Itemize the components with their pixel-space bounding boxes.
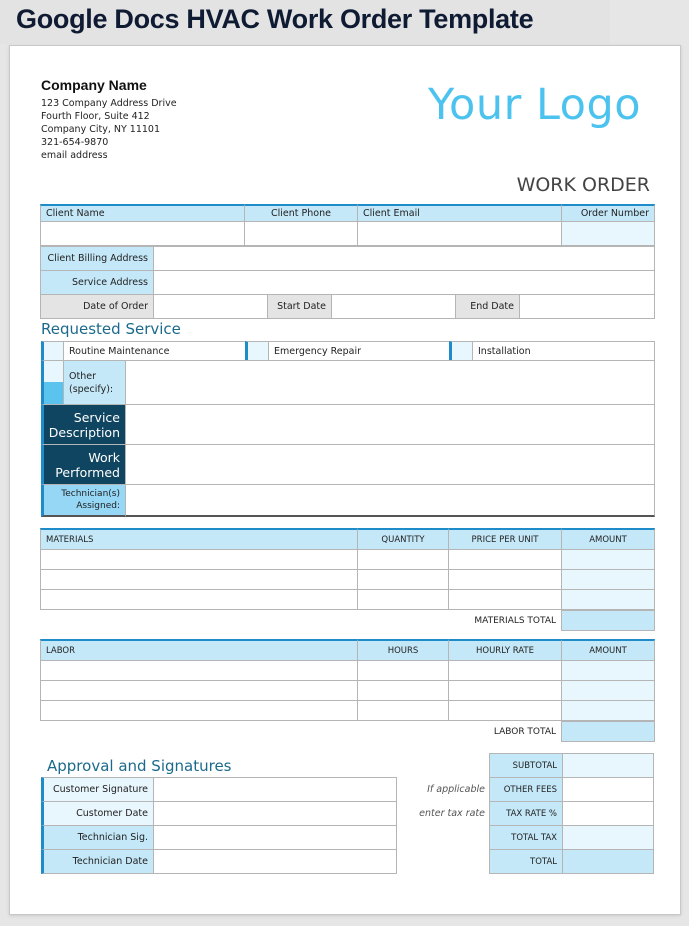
material-description-field[interactable] [40,549,358,570]
material-amount-field[interactable] [561,589,655,610]
order-number-field[interactable] [561,221,655,246]
technicians-assigned-label: Technician(s) Assigned: [41,484,126,517]
service-description-field[interactable] [125,404,655,445]
requested-service-title: Requested Service [41,320,181,338]
material-quantity-field[interactable] [357,589,449,610]
material-description-field[interactable] [40,569,358,590]
company-email: email address [41,150,108,161]
price-per-unit-header: PRICE PER UNIT [448,528,562,550]
total-label: TOTAL [489,849,563,874]
material-quantity-field[interactable] [357,549,449,570]
customer-signature-field[interactable] [153,777,397,802]
technician-signature-field[interactable] [153,825,397,850]
tax-rate-label: TAX RATE % [489,801,563,826]
customer-date-field[interactable] [153,801,397,826]
document-title: Google Docs HVAC Work Order Template [16,4,534,34]
tax-rate-field[interactable] [562,801,654,826]
service-description-label: Service Description [41,404,126,445]
company-city: Company City, NY 11101 [41,124,161,135]
order-number-label: Order Number [561,204,655,222]
end-date-label: End Date [455,294,520,319]
end-date-field[interactable] [519,294,655,319]
labor-rate-field[interactable] [448,680,562,701]
labor-total-field[interactable] [561,721,655,742]
emergency-repair-checkbox[interactable] [245,341,269,361]
work-order-page [9,45,681,915]
other-checkbox-fill [41,382,64,405]
labor-amount-field[interactable] [561,700,655,721]
material-price-field[interactable] [448,569,562,590]
labor-description-field[interactable] [40,680,358,701]
labor-amount-field[interactable] [561,680,655,701]
work-performed-field[interactable] [125,444,655,485]
materials-amount-header: AMOUNT [561,528,655,550]
company-phone: 321-654-9870 [41,137,109,148]
technician-date-label: Technician Date [41,849,154,874]
labor-amount-header: AMOUNT [561,639,655,661]
total-tax-field[interactable] [562,825,654,850]
other-fees-label: OTHER FEES [489,777,563,802]
labor-rate-field[interactable] [448,660,562,681]
routine-maintenance-label: Routine Maintenance [63,341,246,361]
technician-signature-label: Technician Sig. [41,825,154,850]
company-address-line-1: 123 Company Address Drive [41,98,177,109]
date-of-order-label: Date of Order [40,294,154,319]
start-date-label: Start Date [267,294,332,319]
labor-hours-field[interactable] [357,680,449,701]
materials-header: MATERIALS [40,528,358,550]
material-amount-field[interactable] [561,569,655,590]
client-phone-field[interactable] [244,221,358,246]
hourly-rate-header: HOURLY RATE [448,639,562,661]
client-email-field[interactable] [357,221,562,246]
billing-address-label: Client Billing Address [40,246,154,271]
client-phone-label: Client Phone [244,204,358,222]
materials-total-field[interactable] [561,610,655,631]
material-amount-field[interactable] [561,549,655,570]
technicians-assigned-field[interactable] [125,484,655,517]
labor-total-label: LABOR TOTAL [493,727,556,737]
work-performed-label: Work Performed [41,444,126,485]
installation-checkbox[interactable] [449,341,473,361]
client-name-field[interactable] [40,221,245,246]
labor-description-field[interactable] [40,660,358,681]
material-description-field[interactable] [40,589,358,610]
company-name: Company Name [41,77,147,93]
quantity-header: QUANTITY [357,528,449,550]
tax-rate-note: enter tax rate [419,808,485,819]
labor-rate-field[interactable] [448,700,562,721]
material-price-field[interactable] [448,549,562,570]
labor-hours-field[interactable] [357,660,449,681]
billing-address-field[interactable] [153,246,655,271]
material-quantity-field[interactable] [357,569,449,590]
labor-description-field[interactable] [40,700,358,721]
other-checkbox[interactable] [41,360,64,382]
other-fees-note: If applicable [427,784,485,795]
service-address-label: Service Address [40,270,154,295]
labor-hours-field[interactable] [357,700,449,721]
other-fees-field[interactable] [562,777,654,802]
hours-header: HOURS [357,639,449,661]
routine-maintenance-checkbox[interactable] [41,341,64,361]
customer-date-label: Customer Date [41,801,154,826]
subtotal-label: SUBTOTAL [489,753,563,778]
materials-total-label: MATERIALS TOTAL [474,616,556,626]
labor-amount-field[interactable] [561,660,655,681]
form-title: WORK ORDER [516,174,650,196]
client-email-label: Client Email [357,204,562,222]
date-of-order-field[interactable] [153,294,268,319]
subtotal-field[interactable] [562,753,654,778]
installation-label: Installation [472,341,655,361]
client-name-label: Client Name [40,204,245,222]
material-price-field[interactable] [448,589,562,610]
logo-placeholder: Your Logo [428,80,642,130]
start-date-field[interactable] [331,294,456,319]
other-specify-label: Other (specify): [63,360,126,405]
company-address-line-2: Fourth Floor, Suite 412 [41,111,150,122]
other-specify-field[interactable] [125,360,655,405]
total-field[interactable] [562,849,654,874]
labor-header: LABOR [40,639,358,661]
approval-title: Approval and Signatures [47,757,232,775]
title-bar [0,0,610,44]
emergency-repair-label: Emergency Repair [268,341,450,361]
total-tax-label: TOTAL TAX [489,825,563,850]
service-address-field[interactable] [153,270,655,295]
customer-signature-label: Customer Signature [41,777,154,802]
technician-date-field[interactable] [153,849,397,874]
